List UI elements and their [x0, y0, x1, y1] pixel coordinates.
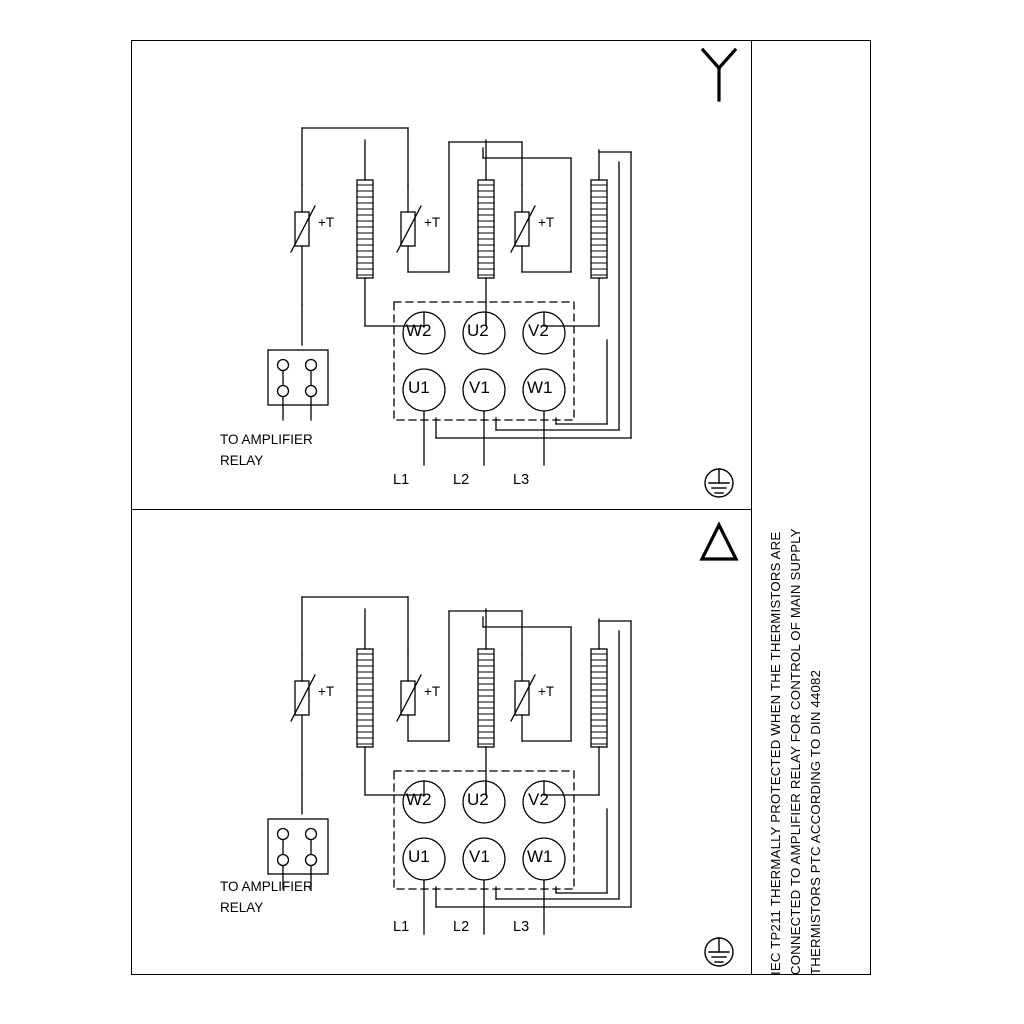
- amplifier-label-line2: RELAY: [220, 453, 264, 468]
- thermistor-2: [397, 654, 421, 741]
- terminal-label-u1: U1: [408, 847, 430, 866]
- supply-label-l2: L2: [453, 472, 470, 488]
- motor-winding-3: [591, 619, 607, 795]
- thermistor-label-3: +T: [538, 215, 555, 230]
- terminal-label-v2: V2: [528, 321, 549, 340]
- supply-label-l1: L1: [393, 919, 410, 935]
- note-line-1: IEC TP211 THERMALLY PROTECTED WHEN THE THERMISTORS ARE: [768, 531, 783, 975]
- thermistor-label-1: +T: [318, 684, 335, 699]
- thermistor-3: [511, 654, 535, 741]
- terminal-label-u2: U2: [467, 790, 489, 809]
- terminal-block-outline: [394, 302, 574, 420]
- thermistor-1: [291, 185, 315, 305]
- amplifier-label-line1: TO AMPLIFIER: [220, 432, 313, 447]
- motor-winding-2: [478, 609, 494, 795]
- terminal-label-v1: V1: [469, 378, 490, 397]
- thermistor-1: [291, 654, 315, 774]
- motor-winding-1: [357, 609, 373, 795]
- notes-block: [751, 40, 871, 975]
- thermistor-label-2: +T: [424, 684, 441, 699]
- wiring-panel-delta: [131, 509, 751, 978]
- supply-label-l2: L2: [453, 919, 470, 935]
- terminal-label-w2: W2: [406, 321, 432, 340]
- earth-ground-icon: [705, 469, 733, 497]
- motor-winding-1: [357, 140, 373, 326]
- terminal-label-w1: W1: [527, 847, 553, 866]
- thermistor-3: [511, 185, 535, 272]
- motor-winding-2: [478, 140, 494, 326]
- delta-symbol: [702, 525, 736, 559]
- thermistor-label-3: +T: [538, 684, 555, 699]
- terminal-block-outline: [394, 771, 574, 889]
- terminal-label-w1: W1: [527, 378, 553, 397]
- supply-label-l3: L3: [513, 472, 530, 488]
- amplifier-label-line1: TO AMPLIFIER: [220, 879, 313, 894]
- thermistor-2: [397, 185, 421, 272]
- terminal-label-u1: U1: [408, 378, 430, 397]
- wye-symbol: [703, 50, 735, 100]
- thermistor-label-1: +T: [318, 215, 335, 230]
- terminal-label-v2: V2: [528, 790, 549, 809]
- amplifier-label-line2: RELAY: [220, 900, 264, 915]
- motor-winding-3: [591, 150, 607, 326]
- supply-label-l3: L3: [513, 919, 530, 935]
- terminal-label-w2: W2: [406, 790, 432, 809]
- wiring-panel-star: [131, 40, 751, 509]
- note-line-2: CONNECTED TO AMPLIFIER RELAY FOR CONTROL OF MAIN SUPPLY: [788, 528, 803, 975]
- terminal-label-v1: V1: [469, 847, 490, 866]
- amplifier-relay-terminal-box: [268, 350, 328, 420]
- thermistor-label-2: +T: [424, 215, 441, 230]
- terminal-label-u2: U2: [467, 321, 489, 340]
- earth-ground-icon: [705, 938, 733, 966]
- note-line-3: THERMISTORS PTC ACCORDING TO DIN 44082: [808, 669, 823, 975]
- supply-label-l1: L1: [393, 472, 410, 488]
